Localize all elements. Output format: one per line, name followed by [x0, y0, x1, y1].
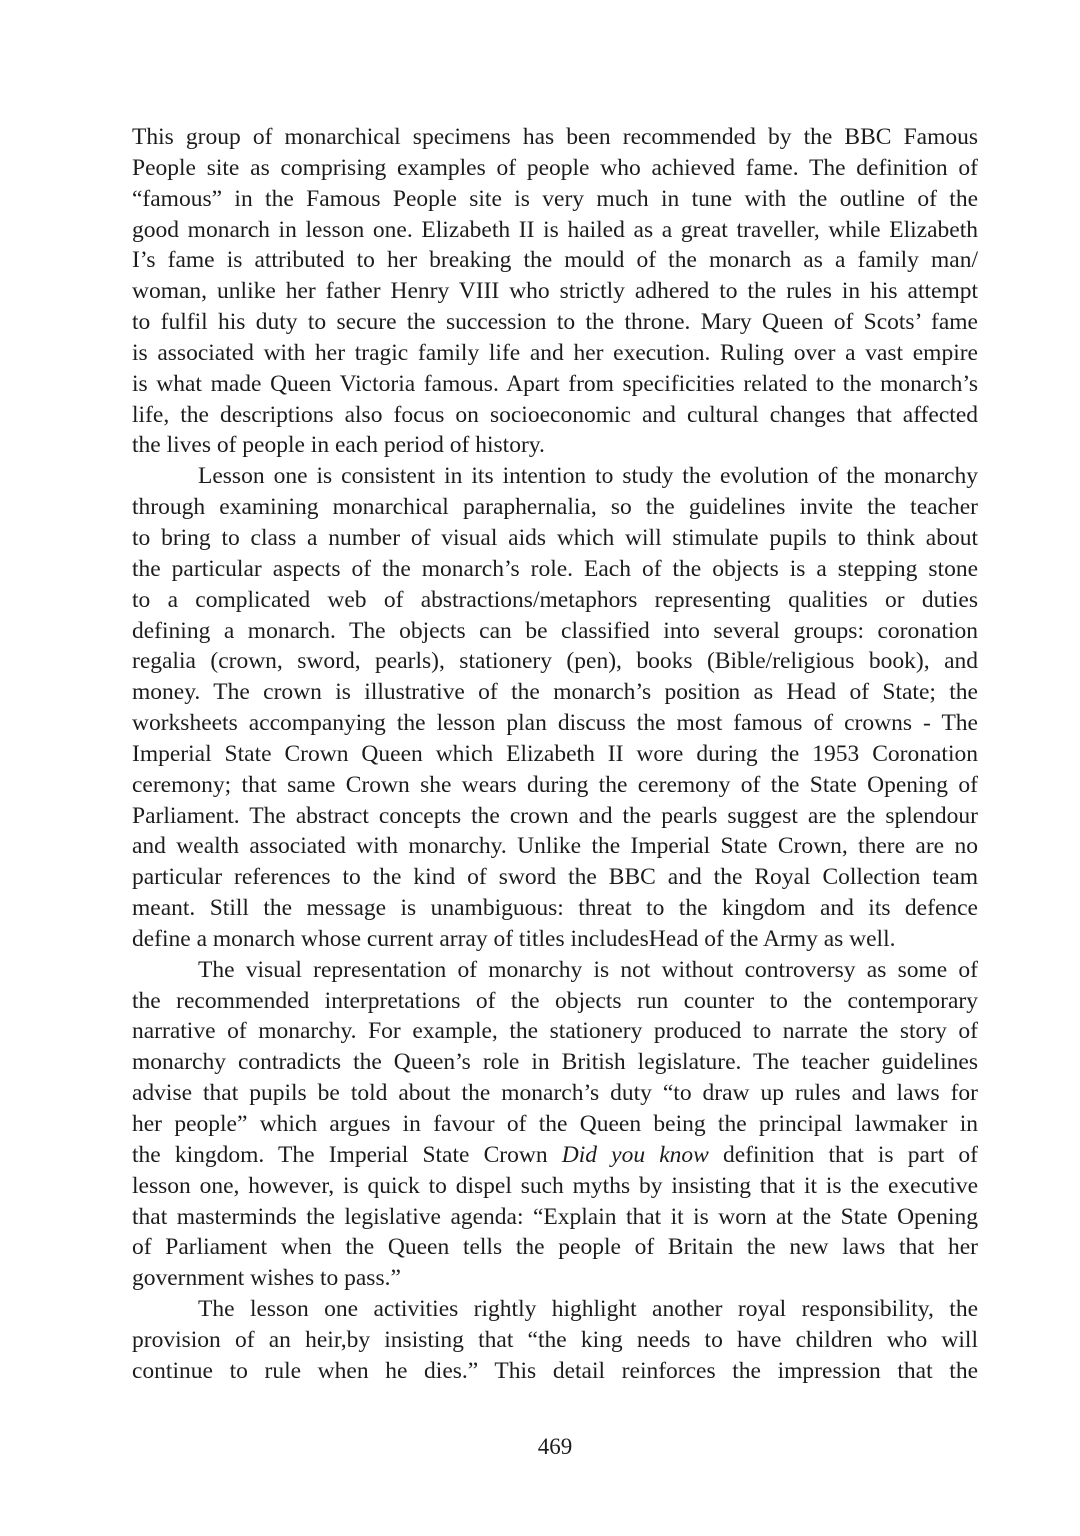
text-line: “famous” in the Famous People site is very much in tune with the outline of the — [132, 185, 978, 212]
text-line: ceremony; that same Crown she wears during the ceremony of the State Opening of — [132, 771, 978, 798]
text-line: is associated with her tragic family life and her execution. Ruling over a vast empire — [132, 339, 978, 366]
text-line: continue to rule when he dies.” This detail reinforces the impression that the — [132, 1357, 978, 1384]
text-line: The lesson one activities rightly highlight another royal responsibility, the — [198, 1296, 978, 1323]
text-line: Imperial State Crown Queen which Elizabeth II wore during the 1953 Coronation — [132, 740, 978, 767]
text-line: I’s fame is attributed to her breaking the mould of the monarch as a family man/ — [132, 247, 978, 274]
text-line: the recommended interpretations of the objects run counter to the contemporary — [132, 987, 978, 1014]
text-line: The visual representation of monarchy is not without controversy as some of — [198, 956, 978, 983]
text-line: lesson one, however, is quick to dispel such myths by insisting that it is the executive — [132, 1172, 978, 1199]
paragraph — [132, 1294, 978, 1387]
text-line: is what made Queen Victoria famous. Apart from specificities related to the monarch’s — [132, 370, 978, 397]
text-line: particular references to the kind of sword the BBC and the Royal Collection team — [132, 864, 978, 891]
text-segment: definition that is part of — [708, 1141, 978, 1168]
text-line: the particular aspects of the monarch’s role. Each of the objects is a stepping stone — [132, 555, 978, 582]
text-line: defining a monarch. The objects can be classified into several groups: coronation — [132, 617, 978, 644]
italic-term: Did you know — [561, 1141, 709, 1168]
text-line: good monarch in lesson one. Elizabeth II is hailed as a great traveller, while Elizabeth — [132, 216, 978, 243]
text-line: to a complicated web of abstractions/metaphors representing qualities or duties — [132, 586, 978, 613]
text-line: life, the descriptions also focus on socioeconomic and cultural changes that affected — [132, 401, 978, 428]
text-line: government wishes to pass.” — [132, 1265, 401, 1292]
text-line: advise that pupils be told about the monarch’s duty “to draw up rules and laws for — [132, 1080, 978, 1107]
text-line: monarchy contradicts the Queen’s role in British legislature. The teacher guidelines — [132, 1049, 978, 1076]
text-line: narrative of monarchy. For example, the stationery produced to narrate the story of — [132, 1018, 978, 1045]
text-line: People site as comprising examples of people who achieved fame. The definition of — [132, 154, 978, 181]
paragraph — [132, 461, 978, 955]
text-line: and wealth associated with monarchy. Unlike the Imperial State Crown, there are no — [132, 833, 978, 860]
body-text — [132, 122, 978, 1387]
text-line: woman, unlike her father Henry VIII who strictly adhered to the rules in his attempt — [132, 278, 978, 305]
text-line: money. The crown is illustrative of the monarch’s position as Head of State; the — [132, 679, 978, 706]
page-number: 469 — [537, 1434, 573, 1459]
text-line: This group of monarchical specimens has been recommended by the BBC Famous — [132, 124, 978, 150]
text-line: to bring to class a number of visual aids which will stimulate pupils to think about — [132, 524, 978, 551]
text-line: define a monarch whose current array of titles includesHead of the Army as well. — [132, 925, 896, 952]
paragraph — [132, 122, 978, 461]
text-line: regalia (crown, sword, pearls), stationery (pen), books (Bible/religious book), and — [132, 648, 978, 675]
text-line — [132, 1140, 978, 1171]
text-line: worksheets accompanying the lesson plan discuss the most famous of crowns - The — [132, 710, 978, 737]
text-line: meant. Still the message is unambiguous: threat to the kingdom and its defence — [132, 895, 978, 922]
text-line: provision of an heir,by insisting that “the king needs to have children who will — [132, 1326, 978, 1353]
paragraph — [132, 955, 978, 1294]
text-line: Lesson one is consistent in its intention to study the evolution of the monarchy — [198, 463, 978, 490]
text-line: the lives of people in each period of history. — [132, 432, 545, 459]
text-line: that masterminds the legislative agenda: “Explain that it is worn at the State Opening — [132, 1203, 978, 1230]
text-line: Parliament. The abstract concepts the crown and the pearls suggest are the splendour — [132, 802, 978, 829]
text-line: of Parliament when the Queen tells the people of Britain the new laws that her — [132, 1234, 978, 1261]
text-line: her people” which argues in favour of the Queen being the principal lawmaker in — [132, 1111, 978, 1137]
text-line: to fulfil his duty to secure the succession to the throne. Mary Queen of Scots’ fame — [132, 309, 978, 336]
text-segment: the kingdom. The Imperial State Crown — [132, 1141, 562, 1168]
text-line: through examining monarchical paraphernalia, so the guidelines invite the teacher — [132, 494, 978, 521]
